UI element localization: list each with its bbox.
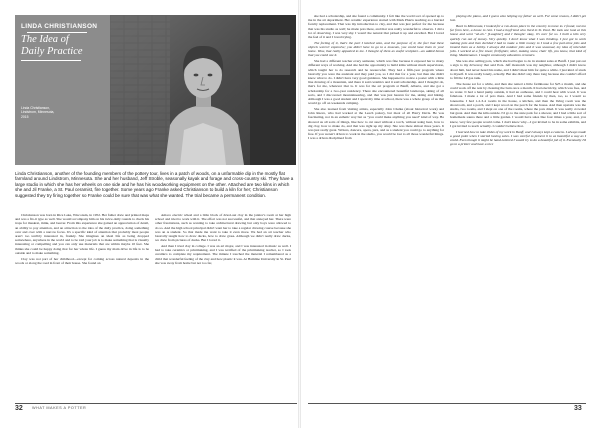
- paragraph: she had a scholarship, and she found a community. I felt like the world sort of opened up to me in the art department. Her ceramic experience started with Mark Pharis teaching as a harried faculty replacement. That was my introduction to clay, and that was just perfect for me because that was his studio as well; he made pots there, and that was really wonderful to observe. I did a lot of observing. I was very shy. I wasn't the natural that picked it up and excelled. But I loved the feel of it and I loved trying.: [308, 14, 444, 40]
- portrait-photo-drawing: [110, 15, 296, 165]
- paragraph: playing the piano, and I guess also helping my father as well. For some reason, I didn't get lost.: [450, 14, 586, 23]
- body-column-4: [450, 14, 586, 148]
- paragraph: She was also selling pots, which she had begun to do in student sales at Banff. I just put out a sign to my driveway that said Pots. Jeff Oestreich was my neighbor, although I didn't know about him, had never heard his name, and I didn't meet him for quite a while. I just kind of stuck to myself. It was really lonely, actually. But she didn't stay there long because she couldn't afford to fill the LP gas tank.: [450, 59, 586, 81]
- right-page-number: 33: [574, 405, 582, 412]
- intro-paragraph: [15, 171, 297, 198]
- paragraph: Clay was not part of her childhood—except for coming across natural deposits in the woods or along the road in front of their house. She found an: [15, 256, 149, 265]
- left-page-number: 32: [15, 405, 23, 412]
- body-column-1: [15, 213, 149, 267]
- caption-line-1: Linda Christianson,: [21, 106, 51, 110]
- heading-line-1: The Idea of: [21, 34, 69, 45]
- heading-line-2: Daily Practice: [21, 46, 83, 57]
- body-column-2: [155, 213, 291, 267]
- body-column-3: [308, 14, 444, 142]
- artist-name: LINDA CHRISTIANSON: [21, 23, 98, 30]
- paragraph: And then I tried clay in college. I was an art major, and I was interested in music as well. I had to take ceramics or printmaking, and I was terrified of the printmaking teacher, so I took ceramics to complete my requirement. The minute I touched the material I remembered as a child that wonderful feeling of the clay and how plastic it was. At Hamline University in St. Paul she was away from home but not too far,: [155, 244, 291, 265]
- caption-line-3: 2015: [21, 114, 29, 119]
- paragraph: She also learned from visiting artists, especially John Chalke (about historical work) and John Reeve, who had worked at the Leach pottery, but most of all Harry Davis. He was fascinating, not in an esthetic way but as "you could make anything you need" kind of way. He showed us all sorts of things, like how to cut steel without a torch, without using heat, how to dig clay, how to make do, and that was right up my alley. She was there almost three years. It was just really great. Writers, dancers, opera, jazz, and as a student you could go to anything for free. If you weren't driven to work in the studio, you would be lost to all those wonderful things. I was a driven disciplined from: [308, 107, 444, 141]
- intro-text: Linda Christianson, another of the founding members of the pottery tour, lives in a patch of woods, on a unfarmable dip in the mostly flat farmland around Lindstrom, Minnesota. She and her husband, Jeff Stroble, seasonally kayak and forage and cross-country ski. They have a large studio in which she has her wheels on one side and he has his woodworking equipment on the other. Attached are two kilns in which she and Jil Franke, a St. Paul ceramist, fire together. Some years ago Franke asked Christianson to build a kiln for her; Christianson suggested they try firing together so Franke could be sure that was what she wanted. The trial became a permanent condition.: [15, 171, 294, 198]
- title-box: [15, 15, 110, 165]
- portrait-photo: [110, 15, 296, 165]
- footer-rule-left: [15, 403, 297, 404]
- paragraph: Amaco electric wheel and a little block of dried-out clay in the janitor's room at her high school and tried to work with it. The effort was not successful, and that annoyed her. There were other frustrations, such as wanting to take architectural drawing but only boys were allowed to do so. And the high school principal didn't want her to take a regular drawing course because she was an A student. So that made me want to take it even more. We had an art teacher who basically taught how to draw ducks, how to draw grass. Although we didn't really draw ducks, we drew from pictures of ducks. But I loved it.: [155, 213, 291, 243]
- heading-rule-bottom: [21, 60, 81, 61]
- book-gutter: [298, 0, 301, 428]
- left-running-head: WHAT MAKES A POTTER: [32, 406, 87, 410]
- paragraph: The feeling of it, that's the part I latched onto, and the purpose of it, the fact that these objects weren't expensive; you didn't have to go to a museum, you could have them in your home. Wow, that really appealed to me. I thought of them as useful sculpture—an added bonus that you could use it.: [308, 40, 444, 58]
- caption-line-2: Lindstrom, Minnesota,: [21, 110, 55, 115]
- paragraph: I learned how to take slides of my work in Banff, and I always kept a camera. I always made a good point when I started having sales. I was careful to present it to as beautiful a way as I could. Even though it might be hand-lettered I would try to do a beautiful job of it. Eventually I'd go to a printer and have a nice: [450, 129, 586, 147]
- paragraph: Back in Minnesota, I looked for a run-down place in the country to move to. I found, not too far from here, a house to rent. I had a boyfriend who lived in St. Paul. He took one look at this house and went "uh-oh." [Laughter] and I thought: okay, it's over for us. I built a kiln very quickly run out of money. Very quickly. I don't know what I was thinking. I just got to work making pots and then decided I had to make a little money to I took a few part-time jobs and treated them as a hobby. I always did outdoor jobs and it was seasonal, my idea of tolerable jobs. I worked at a fire tower, firefighter, skier, making snow, chair lift, you know, that kind of thing. Maintenance. I taught community education ceramics.: [450, 24, 586, 58]
- footer-rule-right: [308, 403, 586, 404]
- paragraph: Christianson was born in Rice Lake, Wisconsin, in 1952. Her father drew and printed maps and was a fix-it type as well. She would accompany him on his twice-daily rounds to check his traps for muskrat, mink, and beaver. From this experience she gained an appreciation of detail, an ability to pay attention, and an attraction to the idea of the daily practice, doing something over and over with a narrow focus. It's a specific kind of attention that probably most people aren't too terribly interested in, frankly. She imagines an ideal life as being dropped somewhere, anywhere in the world and to be told your job is to make something that is visually interesting or compelling and you can only use materials that are within maybe 10 feet. She thinks she could be happy doing that for her whole life. I guess my main drive in life is to be outside and to make something.: [15, 213, 149, 255]
- photo-caption: [21, 106, 54, 119]
- paragraph: She had a different teacher every semester, which was fine because it exposed her to many different ways of working. And she had the opportunity to build kilns without much supervision, which taught her to do research and be resourceful. They had a fifth-year program where basically you were the assistant and they paid you, so I did that for a year, but then she didn't know what to do. I didn't have very good guidance. She happened to notice a poster with a little line drawing of a mountain, and there it said ceramics and it said scholarship. And I thought: oh, that's for me, whatever that is. It was for the art program at Banff, Alberta, and she got a scholarship for a two-year residency. There she encountered beautiful landscape, skiing of all sorts, and I discovered mountaineering, and that was just heaven for me, skiing and hiking. Although I was a good student and I spent my time at school, there was a whole group of us that would go off on weekends camping.: [308, 59, 444, 106]
- chapter-heading: [21, 34, 106, 58]
- heading-rule-top: [27, 32, 87, 33]
- paragraph: The house sat for a while, and then she rented a little farmhouse for $25 a month, and she could work off the rent by cleaning the barn once a month. It had electricity, which was free, and no water. It had a hand pump outside, it had an outhouse, and I could heat with wood. It was fabulous. I made a lot of pots there. And I had some friends by then, too, so I wasn't so lonesome. I had 1-2-3-4 rooms in the house, a kitchen, and then the living room was the showroom, and a porch, and I kept wood on the porch for the house. And then upstairs was the studio, two rooms, and I slept on one of the rooms, where the pots dried. It was really crowded but great. And then the kiln outside. I'd go to the state park for a shower, and I had a little sort of homemade sauna there and a little garden. I would have sales like four times a year, and, you know, very few people would come. I don't know why—I got invited to be in some exhibits, and I got invited to teach actually. I couldn't believe that.: [450, 81, 586, 128]
